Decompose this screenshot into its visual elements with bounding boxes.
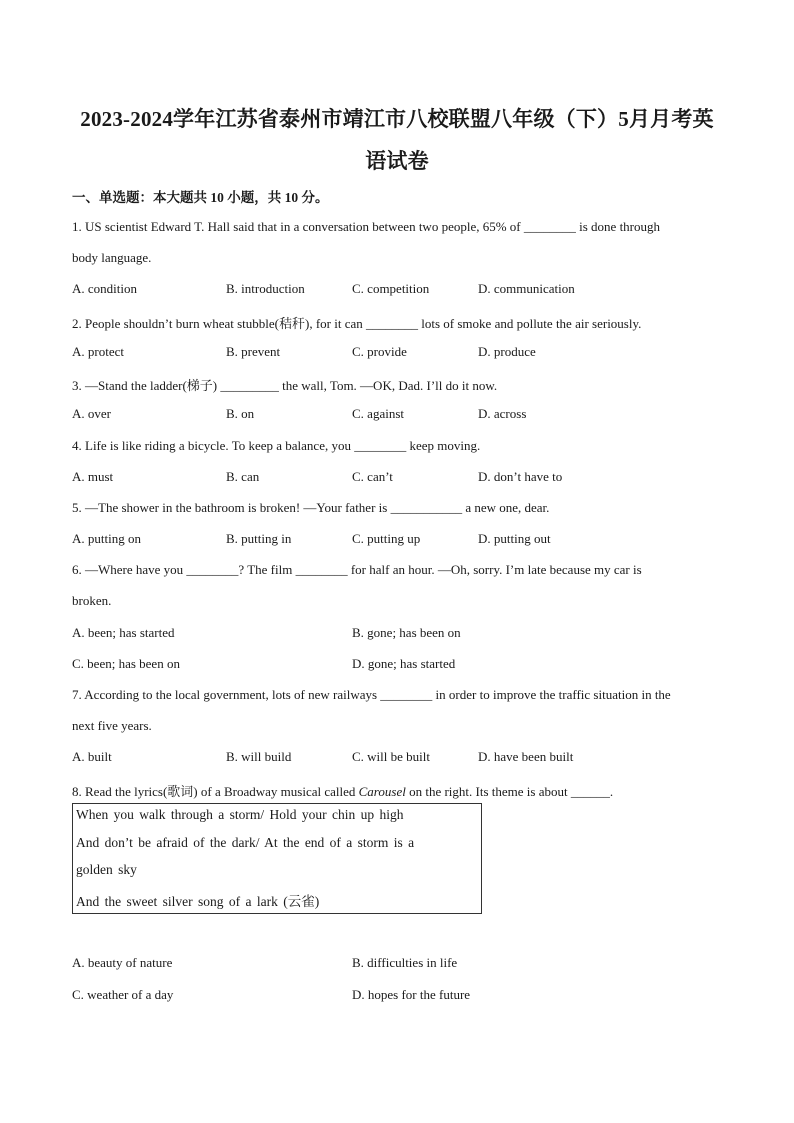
question-1-option-b: B. introduction bbox=[226, 281, 305, 296]
musical-title: Carousel bbox=[358, 784, 406, 799]
question-8-option-b: B. difficulties in life bbox=[352, 955, 458, 970]
question-3-option-a: A. over bbox=[72, 406, 111, 421]
question-6-option-c: C. been; has been on bbox=[72, 656, 180, 671]
lyrics-line-3: golden sky bbox=[76, 862, 137, 877]
question-8-line-1 bbox=[72, 781, 613, 800]
question-2-option-a: A. protect bbox=[72, 344, 124, 359]
question-1-option-d: D. communication bbox=[478, 281, 575, 296]
question-3-line-1: 3. —Stand the ladder(梯子) _________ the wall, Tom. —OK, Dad. I’ll do it now. bbox=[72, 378, 498, 393]
question-5-option-c: C. putting up bbox=[352, 531, 421, 546]
question-6-option-d: D. gone; has started bbox=[352, 656, 456, 671]
question-8-option-c: C. weather of a day bbox=[72, 987, 174, 1002]
exam-title-line-2: 语试卷 bbox=[365, 149, 429, 173]
question-3-option-d: D. across bbox=[478, 406, 527, 421]
question-7-line-2: next five years. bbox=[72, 718, 152, 733]
question-5-line-1: 5. —The shower in the bathroom is broken! —Your father is ___________ a new one, dear. bbox=[72, 500, 550, 515]
lyrics-box bbox=[72, 803, 482, 914]
question-8-option-d: D. hopes for the future bbox=[352, 987, 471, 1002]
question-2-option-d: D. produce bbox=[478, 344, 536, 359]
section-header: 一、单选题：本大题共 10 小题，共 10 分。 bbox=[72, 190, 329, 205]
question-4-option-c: C. can’t bbox=[352, 469, 393, 484]
question-8-text-after: on the right. Its theme is about ______. bbox=[405, 784, 614, 799]
question-1-option-c: C. competition bbox=[352, 281, 430, 296]
question-8-option-a: A. beauty of nature bbox=[72, 955, 173, 970]
question-5-option-a: A. putting on bbox=[72, 531, 141, 546]
question-1-line-2: body language. bbox=[72, 250, 152, 265]
question-2-option-c: C. provide bbox=[352, 344, 407, 359]
question-5-option-b: B. putting in bbox=[226, 531, 292, 546]
question-1-option-a: A. condition bbox=[72, 281, 137, 296]
question-8-text-before: 8. Read the lyrics(歌词) of a Broadway musical called bbox=[72, 784, 359, 799]
question-7-option-c: C. will be built bbox=[352, 749, 430, 764]
question-7-option-a: A. built bbox=[72, 749, 112, 764]
question-4-option-d: D. don’t have to bbox=[478, 469, 563, 484]
question-1-line-1: 1. US scientist Edward T. Hall said that in a conversation between two people, 65% of ________ is done through bbox=[72, 219, 661, 234]
question-5-option-d: D. putting out bbox=[478, 531, 551, 546]
question-7-line-1: 7. According to the local government, lots of new railways ________ in order to improve the traffic situation in the bbox=[72, 687, 671, 702]
question-4-line-1: 4. Life is like riding a bicycle. To keep a balance, you ________ keep moving. bbox=[72, 438, 481, 453]
question-4-option-b: B. can bbox=[226, 469, 260, 484]
lyrics-line-1: When you walk through a storm/ Hold your chin up high bbox=[76, 807, 404, 822]
question-2-option-b: B. prevent bbox=[226, 344, 281, 359]
question-2-line-1: 2. People shouldn’t burn wheat stubble(秸秆), for it can ________ lots of smoke and pollute the air seriously. bbox=[72, 316, 642, 331]
lyrics-line-4: And the sweet silver song of a lark (云雀) bbox=[76, 894, 320, 909]
question-6-option-a: A. been; has started bbox=[72, 625, 175, 640]
question-4-option-a: A. must bbox=[72, 469, 114, 484]
question-6-line-1: 6. —Where have you ________? The film ________ for half an hour. —Oh, sorry. I’m late because my car is bbox=[72, 562, 642, 577]
question-6-option-b: B. gone; has been on bbox=[352, 625, 461, 640]
question-7-option-d: D. have been built bbox=[478, 749, 574, 764]
question-6-line-2: broken. bbox=[72, 593, 112, 608]
lyrics-line-2: And don’t be afraid of the dark/ At the end of a storm is a bbox=[76, 835, 415, 850]
question-3-option-c: C. against bbox=[352, 406, 404, 421]
question-7-option-b: B. will build bbox=[226, 749, 292, 764]
question-3-option-b: B. on bbox=[226, 406, 255, 421]
exam-title-line-1: 2023-2024学年江苏省泰州市靖江市八校联盟八年级（下）5月月考英 bbox=[80, 107, 714, 131]
